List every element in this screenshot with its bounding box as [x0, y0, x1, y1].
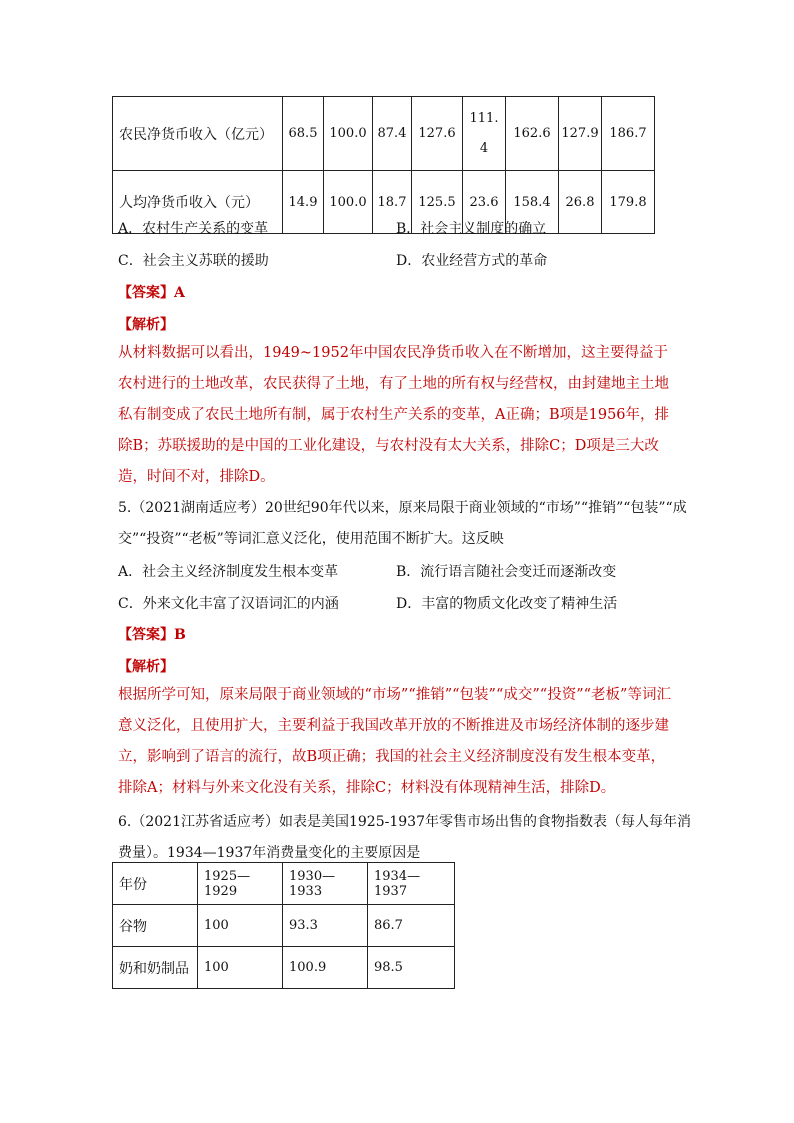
q4-analysis-label: 【解析】: [118, 317, 174, 333]
table-cell: 158.4: [506, 171, 559, 234]
table-header: 年份: [113, 863, 198, 905]
q5-option-d: D．丰富的物质文化改变了精神生活: [396, 596, 618, 612]
q4-option-d: D．农业经营方式的革命: [396, 253, 548, 269]
table-cell: 87.4: [373, 97, 412, 171]
table-cell: 125.5: [412, 171, 463, 234]
income-table: [112, 96, 655, 234]
q4-option-a: A．农村生产关系的变革: [118, 221, 269, 237]
table-cell: 14.9: [283, 171, 324, 234]
table-cell: 谷物: [113, 905, 198, 947]
table-cell: 162.6: [506, 97, 559, 171]
q4-option-c: C．社会主义苏联的援助: [118, 253, 269, 269]
table-cell: 23.6: [463, 171, 506, 234]
food-index-table: [112, 862, 455, 989]
table-cell: 179.8: [602, 171, 655, 234]
q5-answer: 【答案】B: [118, 627, 186, 643]
q4-answer: 【答案】A: [118, 285, 185, 301]
table-cell: 98.5: [368, 947, 455, 989]
q5-stem-line2: 交”“投资”“老板”等词汇意义泛化，使用范围不断扩大。这反映: [118, 531, 504, 547]
table-cell: 26.8: [559, 171, 602, 234]
row-label: 农民净货币收入（亿元）: [113, 97, 283, 171]
table-cell: 100: [198, 905, 283, 947]
table-cell: 186.7: [602, 97, 655, 171]
table-cell: 18.7: [373, 171, 412, 234]
table-header-row: [113, 863, 455, 905]
table-cell: 100: [198, 947, 283, 989]
table-header: 1930—1933: [283, 863, 368, 905]
table-cell: 68.5: [283, 97, 324, 171]
table-header: 1925—1929: [198, 863, 283, 905]
table-row: [113, 97, 655, 171]
q4-analysis: 从材料数据可以看出，1949~1952年中国农民净货币收入在不断增加，这主要得益于农村进行的土地改革，农民获得了土地，有了土地的所有权与经营权，由封建地主土地私有制变成了农民土地所有制，属于农村生产关系的变革，A正确；B项是1956年，排除B；苏联援助的是中国的工业化建设，与农村没有太大关系，排除C；D项是三大改造，时间不对，排除D。: [118, 345, 670, 485]
table-cell: 127.9: [559, 97, 602, 171]
table-cell: 86.7: [368, 905, 455, 947]
q6-stem-line1: 6.（2021江苏省适应考）如表是美国1925-1937年零售市场出售的食物指数表（每人每年消: [118, 814, 691, 830]
table-row: [113, 905, 455, 947]
q5-option-b: B．流行语言随社会变迁而逐渐改变: [396, 564, 617, 580]
table-cell: 100.0: [324, 171, 373, 234]
table-cell: 100.9: [283, 947, 368, 989]
q5-option-c: C．外来文化丰富了汉语词汇的内涵: [118, 596, 339, 612]
q5-option-a: A．社会主义经济制度发生根本变革: [118, 564, 339, 580]
row-label: 人均净货币收入（元）: [113, 171, 283, 234]
q6-stem-line2: 费量）。1934—1937年消费量变化的主要原因是: [118, 845, 421, 861]
table-cell: 127.6: [412, 97, 463, 171]
table-cell: 93.3: [283, 905, 368, 947]
table-cell: 100.0: [324, 97, 373, 171]
q4-option-b: B．社会主义制度的确立: [396, 221, 547, 237]
table-header: 1934—1937: [368, 863, 455, 905]
table-row: [113, 947, 455, 989]
table-cell: 111. 4: [463, 97, 506, 171]
q5-stem-line1: 5.（2021湖南适应考）20世纪90年代以来，原来局限于商业领域的“市场”“推销”“包装”“成: [118, 500, 687, 516]
table-cell: 奶和奶制品: [113, 947, 198, 989]
q5-analysis-label: 【解析】: [118, 659, 174, 675]
q5-analysis: 根据所学可知，原来局限于商业领域的“市场”“推销”“包装”“成交”“投资”“老板”等词汇意义泛化，且使用扩大，主要利益于我国改革开放的不断推进及市场经济体制的逐步建立，影响到了语言的流行，故B项正确；我国的社会主义经济制度没有发生根本变革，排除A；材料与外来文化没有关系，排除C；材料没有体现精神生活，排除D。: [118, 687, 671, 796]
